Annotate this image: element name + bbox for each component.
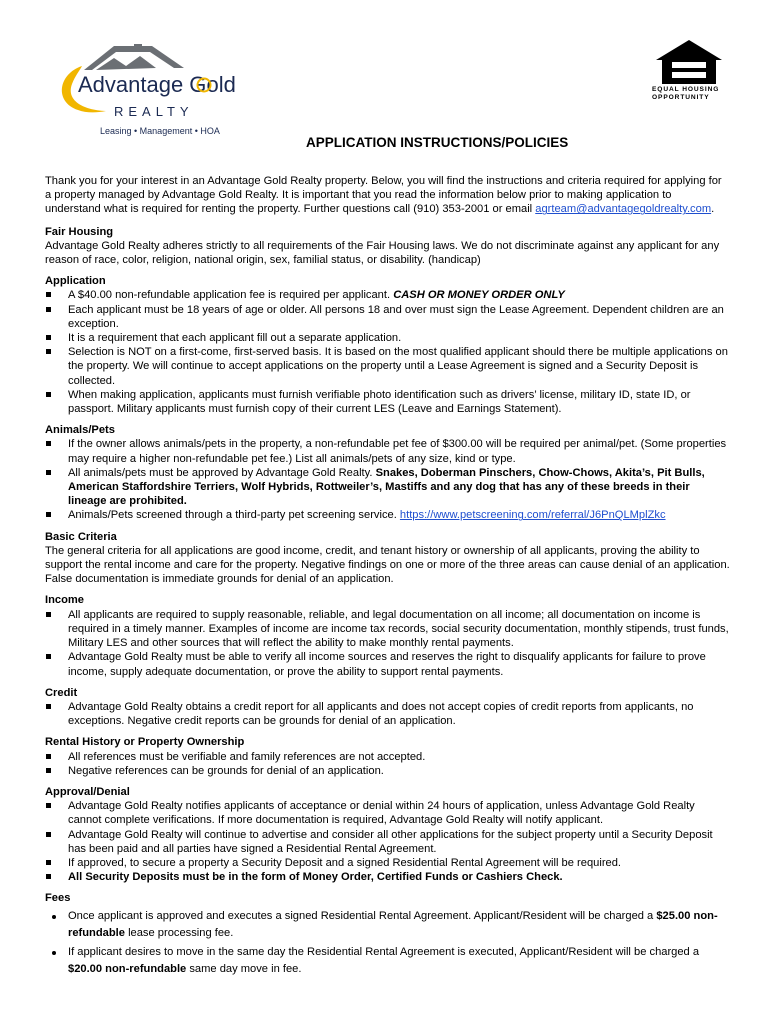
fair-housing-section bbox=[45, 225, 730, 268]
list-item: When making application, applicants must furnish verifiable photo identification such as drivers’ license, military ID, state ID, or passport. Military applicants must furnish copy of their current LES (Leave and Earnings Statement). bbox=[45, 388, 730, 416]
list-item: It is a requirement that each applicant fill out a separate application. bbox=[45, 331, 730, 345]
list-item: Advantage Gold Realty will continue to advertise and consider all other applications for the subject property until a Security Deposit has been paid and all parties have signed a Residential Rental Agreement. bbox=[45, 828, 730, 856]
list-item: All Security Deposits must be in the form of Money Order, Certified Funds or Cashiers Check. bbox=[45, 870, 730, 884]
list-item: Negative references can be grounds for denial of an application. bbox=[45, 764, 730, 778]
email-link[interactable]: agrteam@advantagegoldrealty.com bbox=[535, 203, 712, 216]
credit-list bbox=[45, 700, 730, 728]
credit-heading: Credit bbox=[45, 686, 78, 699]
income-heading: Income bbox=[45, 594, 85, 607]
list-item: Animals/Pets screened through a third-party pet screening service. https://www.petscreening.com/referral/J6PnQLMplZkc bbox=[45, 508, 730, 522]
fair-housing-heading: Fair Housing bbox=[45, 225, 114, 238]
income-list bbox=[45, 608, 730, 679]
list-item: All applicants are required to supply reasonable, reliable, and legal documentation on all income; all documentation on income is required in a timely manner. Examples of income are income tax records, social security documentation, monthly stipends, trust funds, Military LES and other sources that will reflect the ability to make monthly rental payments. bbox=[45, 608, 730, 651]
list-item: All animals/pets must be approved by Advantage Gold Realty. Snakes, Doberman Pinschers, Chow-Chows, Akita’s, Pit Bulls, American Staffordshire Terriers, Wolf Hybrids, Rottweiler’s, Mastiffs and any dog that has any of these breeds in their lineage are prohibited. bbox=[45, 466, 730, 509]
list-item: Advantage Gold Realty notifies applicants of acceptance or denial within 24 hours of application, unless Advantage Gold Realty cannot complete verifications. If more documentation is required, Advantage Gold Realty will notify applicant. bbox=[45, 799, 730, 827]
approval-list bbox=[45, 799, 730, 884]
page-title: APPLICATION INSTRUCTIONS/POLICIES bbox=[306, 135, 569, 150]
logo-realty: REALTY bbox=[114, 104, 194, 119]
approval-heading: Approval/Denial bbox=[45, 785, 130, 798]
application-section bbox=[45, 274, 730, 416]
intro-text: Thank you for your interest in an Advantage Gold Realty property. Below, you will find the instructions and criteria required for applying for a property managed by Advantage Gold Realty. It is important that you read the information below prior to making application to understand what is required for renting the property. Further questions call (910) 353-2001 or email bbox=[45, 175, 722, 216]
fees-list bbox=[45, 908, 730, 978]
basic-criteria-text: The general criteria for all applications are good income, credit, and tenant history or ownership of all applicants, proving the ability to support the rental income and care for the property. Negative findings on one or more of the three areas can cause denial of an application. False documentation is immediate grounds for denial of an application. bbox=[45, 544, 730, 586]
fees-heading: Fees bbox=[45, 892, 71, 905]
advantage-gold-logo bbox=[52, 40, 252, 140]
rental-history-heading: Rental History or Property Ownership bbox=[45, 736, 245, 749]
document-body bbox=[45, 174, 730, 985]
logo-chimney bbox=[134, 44, 142, 49]
animals-section bbox=[45, 423, 730, 522]
animals-heading: Animals/Pets bbox=[45, 424, 115, 437]
logo-tagline: Leasing • Management • HOA bbox=[100, 126, 220, 136]
list-item: If applicant desires to move in the same day the Residential Rental Agreement is executed, Applicant/Resident will be charged a $20.00 non-refundable same day move in fee. bbox=[45, 944, 730, 978]
intro-paragraph bbox=[45, 174, 730, 217]
fees-section bbox=[45, 891, 730, 977]
intro-end: . bbox=[711, 203, 715, 216]
list-item: Selection is NOT on a first-come, first-served basis. It is based on the most qualified applicant should there be multiple applications on the property. We will continue to accept applications on the property until a Lease Agreement is signed and a Security Deposit is collected. bbox=[45, 345, 730, 388]
equal-housing-line1: EQUAL HOUSING bbox=[652, 86, 720, 93]
list-item: If the owner allows animals/pets in the property, a non-refundable pet fee of $300.00 will be required per animal/pet. (Some properties may require a higher non-refundable pet fee.) List all animals/pets of any size, kind or type. bbox=[45, 437, 730, 465]
equal-housing-text bbox=[652, 86, 732, 102]
logo-name: Advantage Gold bbox=[78, 72, 236, 97]
application-heading: Application bbox=[45, 275, 106, 288]
approval-section bbox=[45, 785, 730, 884]
list-item: A $40.00 non-refundable application fee is required per applicant. CASH OR MONEY ORDER ONLY bbox=[45, 288, 730, 302]
fair-housing-text: Advantage Gold Realty adheres strictly to all requirements of the Fair Housing laws. We do not discriminate against any applicant for any reason of race, color, religion, national origin, sex, familial status, or disability. (handicap) bbox=[45, 239, 720, 267]
income-section bbox=[45, 593, 730, 678]
list-item: If approved, to secure a property a Security Deposit and a signed Residential Rental Agreement will be required. bbox=[45, 856, 730, 870]
rental-history-list bbox=[45, 750, 730, 778]
animals-list bbox=[45, 437, 730, 522]
list-item: Once applicant is approved and executes a signed Residential Rental Agreement. Applicant/Resident will be charged a $25.00 non-refundable lease processing fee. bbox=[45, 908, 730, 942]
pet-screening-link[interactable]: https://www.petscreening.com/referral/J6PnQLMplZkc bbox=[399, 509, 666, 522]
equal-housing-line2: OPPORTUNITY bbox=[652, 94, 710, 101]
list-item: Advantage Gold Realty must be able to verify all income sources and reserves the right to disqualify applicants for failure to prove income, supply adequate documentation, or prove the ability to support rental payments. bbox=[45, 650, 730, 678]
list-item: Advantage Gold Realty obtains a credit report for all applicants and does not accept copies of credit reports from applicants, no exceptions. Negative credit reports can be grounds for denial of an application. bbox=[45, 700, 730, 728]
credit-section bbox=[45, 686, 730, 729]
basic-criteria-section bbox=[45, 530, 730, 587]
application-list bbox=[45, 288, 730, 416]
list-item: All references must be verifiable and family references are not accepted. bbox=[45, 750, 730, 764]
rental-history-section bbox=[45, 735, 730, 778]
basic-criteria-heading: Basic Criteria bbox=[45, 530, 117, 543]
list-item: Each applicant must be 18 years of age or older. All persons 18 and over must sign the Lease Agreement. Dependent children are an exception. bbox=[45, 303, 730, 331]
